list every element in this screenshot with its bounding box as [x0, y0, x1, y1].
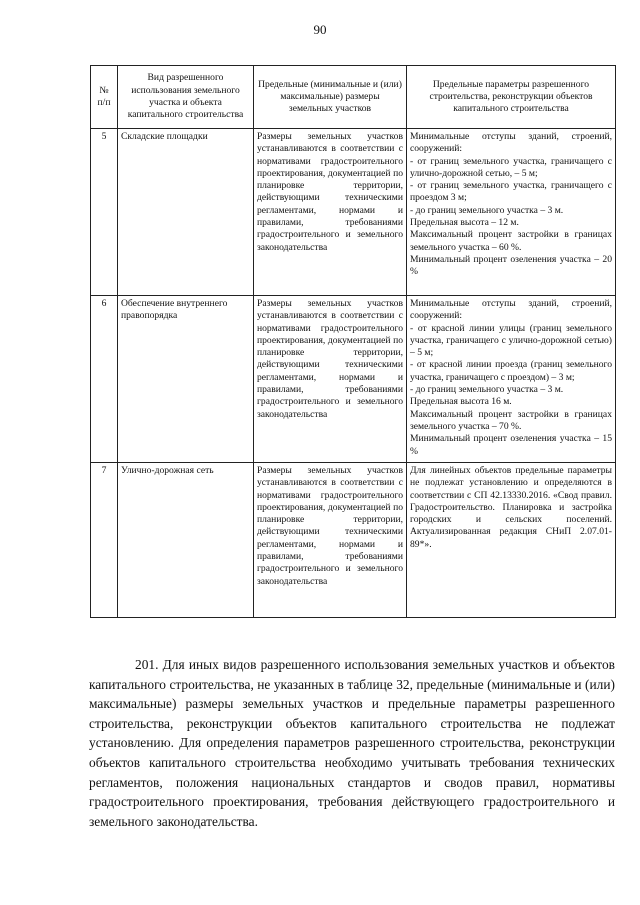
row-use-type: Обеспечение внутреннего правопорядка [118, 296, 254, 463]
row-number: 6 [91, 296, 118, 463]
row-use-type: Складские площадки [118, 129, 254, 296]
param-line: Для линейных объектов предельные параметры не подлежат установлению и определяются в соответствии с СП 42.13330.2016. «Свод правил. Градостроительство. Планировка и застройка городских и сельских поселений. Актуализированная редакция СНиП 2.07.01-89*». [410, 465, 612, 550]
header-number: № п/п [91, 66, 118, 129]
row-plot-size: Размеры земельных участков устанавливаются в соответствии с нормативами градостроительного проектирования, документацией по планировке территории, действующими техническими регламентами, нормами и правилами, требованиями градостроительного и земельного законодательства [254, 129, 407, 296]
param-line: Минимальный процент озеленения участка – 20 % [410, 253, 612, 278]
param-line: Максимальный процент застройки в границах земельного участка – 70 %. [410, 408, 612, 432]
paragraph-201: 201. Для иных видов разрешенного использования земельных участков и объектов капитального строительства, не указанных в таблице 32, предельные (минимальные и (или) максимальные) размеры земельных участков и предельные параметры разрешенного строительства, реконструкции объектов капитального строительства не подлежат установлению. Для определения параметров разрешенного строительства, реконструкции объектов капитального строительства необходимо учитывать требования технических регламентов, положения национальных стандартов и сводов правил, нормативы градостроительного проектирования, требования действующего градостроительного и земельного законодательства. [89, 657, 615, 829]
param-line: - от красной линии улицы (границ земельного участка, граничащего с улично-дорожной сетью) – 5 м; [410, 322, 612, 359]
param-line: Минимальные отступы зданий, строений, сооружений: [410, 131, 612, 155]
row-construction-params [407, 129, 616, 296]
param-line: Минимальный процент озеленения участка – 15 % [410, 433, 612, 457]
row-number: 5 [91, 129, 118, 296]
land-use-parameters-table [90, 65, 616, 618]
header-use-type: Вид разрешенного использования земельного участка и объекта капитального строительства [118, 66, 254, 129]
row-plot-size: Размеры земельных участков устанавливаются в соответствии с нормативами градостроительного проектирования, документацией по планировке территории, действующими техническими регламентами, нормами и правилами, требованиями градостроительного и земельного законодательства [254, 463, 407, 618]
param-line: Предельная высота 16 м. [410, 396, 512, 408]
row-plot-size: Размеры земельных участков устанавливаются в соответствии с нормативами градостроительного проектирования, документацией по планировке территории, действующими техническими регламентами, нормами и правилами, требованиями градостроительного и земельного законодательства [254, 296, 407, 463]
page-number: 90 [313, 22, 327, 37]
param-line: - до границ земельного участка – 3 м. [410, 384, 564, 396]
param-line: - от границ земельного участка, граничащего с улично-дорожной сетью, – 5 м; [410, 155, 612, 179]
row-number: 7 [91, 463, 118, 618]
row-use-type: Улично-дорожная сеть [118, 463, 254, 618]
param-line: Предельная высота – 12 м. [410, 217, 519, 229]
table-row [91, 463, 616, 618]
param-line: Максимальный процент застройки в границах земельного участка – 60 %. [410, 229, 612, 253]
header-construction-params: Предельные параметры разрешенного строительства, реконструкции объектов капитального строительства [407, 66, 616, 129]
table-row [91, 129, 616, 296]
table-header-row [91, 66, 616, 129]
param-line: - от границ земельного участка, граничащего с проездом 3 м; [410, 180, 612, 204]
param-line: - от красной линии проезда (границ земельного участка, граничащего с проездом) – 3 м; [410, 359, 612, 383]
row-construction-params [407, 463, 616, 618]
param-line: - до границ земельного участка – 3 м. [410, 204, 564, 216]
param-line: Минимальные отступы зданий, строений, сооружений: [410, 298, 612, 322]
table-row [91, 296, 616, 463]
header-plot-size: Предельные (минимальные и (или) максимальные) размеры земельных участков [254, 66, 407, 129]
row-construction-params [407, 296, 616, 463]
